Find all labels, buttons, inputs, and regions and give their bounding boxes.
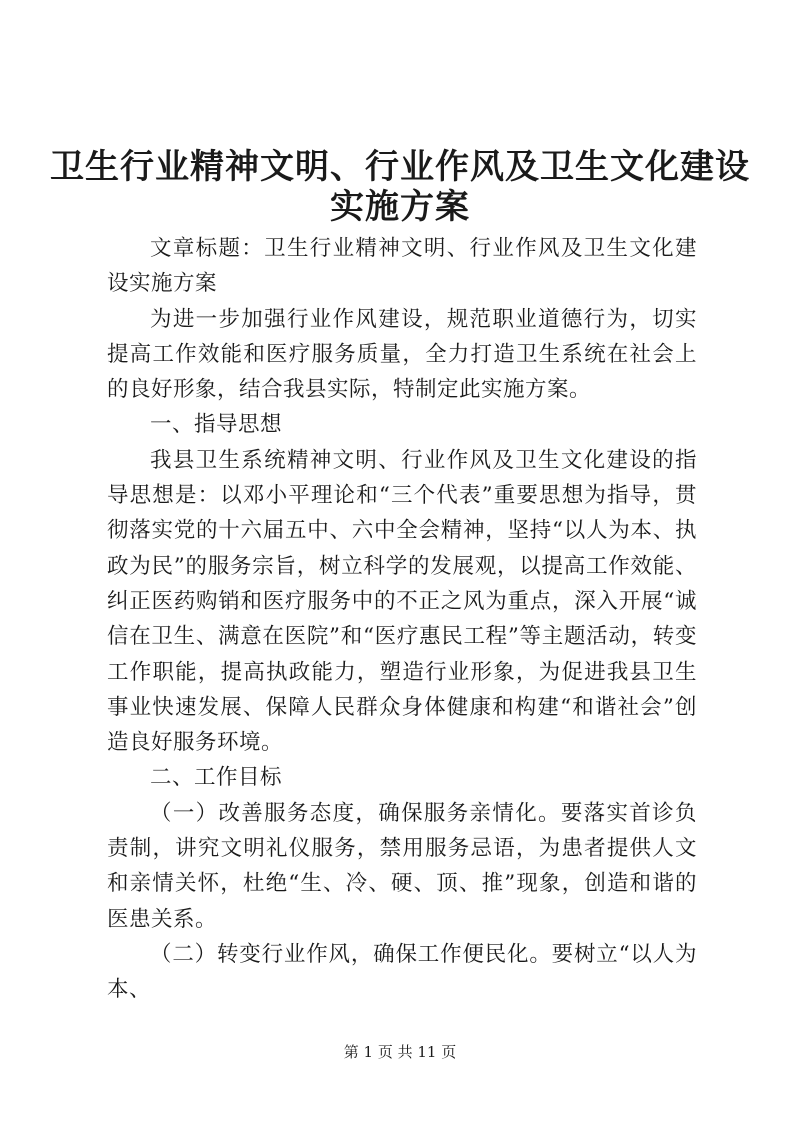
document-body [107,231,697,1008]
paragraph-article-title: 文章标题：卫生行业精神文明、行业作风及卫生文化建设实施方案 [107,236,697,297]
paragraph-goal-1: （一）改善服务态度，确保服务亲情化。要落实首诊负责制，讲究文明礼仪服务，禁用服务忌语，为患者提供人文和亲情关怀，杜绝“生、冷、硬、顶、推”现象，创造和谐的医患关系。 [107,800,697,932]
paragraph-intro: 为进一步加强行业作风建设，规范职业道德行为，切实提高工作效能和医疗服务质量，全力打造卫生系统在社会上的良好形象，结合我县实际，特制定此实施方案。 [107,306,697,403]
section-heading-work-goals: 二、工作目标 [150,765,283,791]
page-footer: 第 1 页 共 11 页 [343,1043,457,1061]
paragraph-guiding-ideology: 我县卫生系统精神文明、行业作风及卫生文化建设的指导思想是：以邓小平理论和“三个代表”重要思想为指导，贯彻落实党的十六届五中、六中全会精神，坚持“以人为本、执政为民”的服务宗旨，树立科学的发展观，以提高工作效能、纠正医药购销和医疗服务中的不正之风为重点，深入开展“诚信在卫生、满意在医院”和“医疗惠民工程”等主题活动，转变工作职能，提高执政能力，塑造行业形象，为促进我县卫生事业快速发展、保障人民群众身体健康和构建“和谐社会”创造良好服务环境。 [107,447,697,756]
document-title-line-2: 实施方案 [330,187,470,227]
document-title-line-1: 卫生行业精神文明、行业作风及卫生文化建设 [50,147,750,187]
paragraph-goal-2: （二）转变行业作风，确保工作便民化。要树立“以人为本、 [107,941,697,1003]
section-heading-guiding-ideology: 一、指导思想 [150,412,283,438]
